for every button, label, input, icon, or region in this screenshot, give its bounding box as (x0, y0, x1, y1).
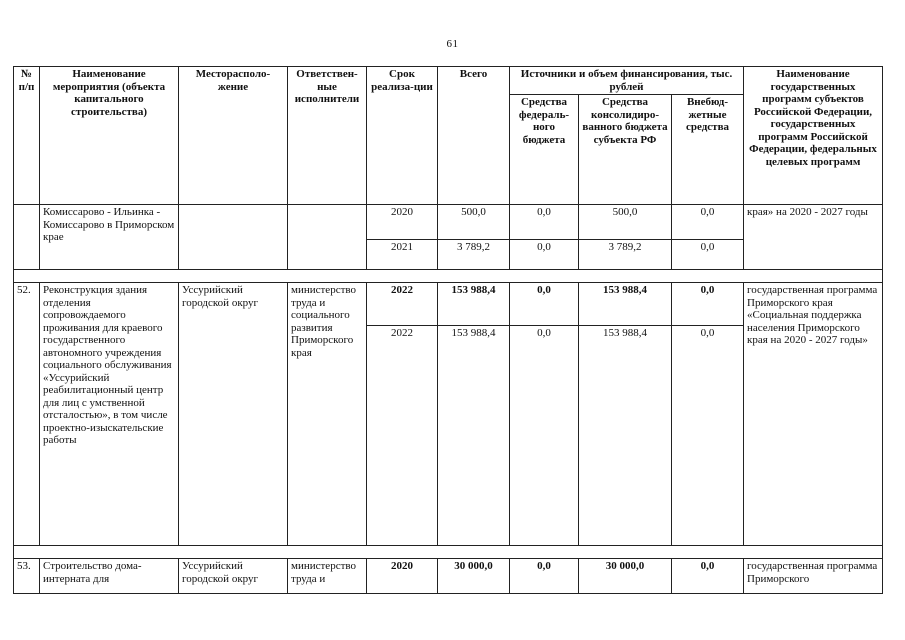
table-gap (14, 270, 883, 283)
row52-regional-summary: 153 988,4 (579, 283, 672, 326)
header-name: Наименование мероприятия (объекта капитального строительства) (40, 67, 179, 205)
row52-year-detail: 2022 (367, 326, 438, 546)
row52-federal-detail: 0,0 (510, 326, 579, 546)
financing-table (13, 66, 883, 594)
cont-total-2: 3 789,2 (438, 240, 510, 270)
row53-num: 53. (14, 559, 40, 594)
row52-regional-detail: 153 988,4 (579, 326, 672, 546)
row52-extra-summary: 0,0 (672, 283, 744, 326)
header-regional: Средства консолидиро-ванного бюджета субъекта РФ (579, 95, 672, 205)
table-row (14, 283, 883, 326)
cont-year-1: 2020 (367, 205, 438, 240)
cont-year-2: 2021 (367, 240, 438, 270)
row53-regional-summary: 30 000,0 (579, 559, 672, 594)
cont-executor (288, 205, 367, 270)
row52-extra-detail: 0,0 (672, 326, 744, 546)
row52-num: 52. (14, 283, 40, 546)
header-total: Всего (438, 67, 510, 205)
table-gap (14, 546, 883, 559)
cont-extra-2: 0,0 (672, 240, 744, 270)
row52-total-detail: 153 988,4 (438, 326, 510, 546)
header-term: Срок реализа-ции (367, 67, 438, 205)
row53-program: государственная программа Приморского (744, 559, 883, 594)
row52-federal-summary: 0,0 (510, 283, 579, 326)
page-number: 61 (446, 38, 459, 50)
cont-program: края» на 2020 - 2027 годы (744, 205, 883, 270)
row53-location: Уссурийский городской округ (179, 559, 288, 594)
table-row (14, 205, 883, 240)
cont-num-cell (14, 205, 40, 270)
cont-name: Комиссарово - Ильинка - Комиссарово в Приморском крае (40, 205, 179, 270)
row53-executor: министерство труда и (288, 559, 367, 594)
header-location: Месторасполо-жение (179, 67, 288, 205)
row53-name: Строительство дома-интерната для (40, 559, 179, 594)
row52-location: Уссурийский городской округ (179, 283, 288, 546)
header-federal: Средства федераль-ного бюджета (510, 95, 579, 205)
row52-total-summary: 153 988,4 (438, 283, 510, 326)
header-sources: Источники и объем финансирования, тыс. рублей (510, 67, 744, 95)
row52-program: государственная программа Приморского края «Социальная поддержка населения Приморского края на 2020 - 2027 годы» (744, 283, 883, 546)
row52-executor: министерство труда и социального развития Приморского края (288, 283, 367, 546)
cont-federal-1: 0,0 (510, 205, 579, 240)
cont-regional-1: 500,0 (579, 205, 672, 240)
cont-extra-1: 0,0 (672, 205, 744, 240)
table-row (14, 559, 883, 594)
header-programs: Наименование государственных программ субъектов Российской Федерации, государственных программ Российской Федерации, федеральных целевых программ (744, 67, 883, 205)
cont-federal-2: 0,0 (510, 240, 579, 270)
row53-extra-summary: 0,0 (672, 559, 744, 594)
cont-location (179, 205, 288, 270)
header-extra: Внебюд-жетные средства (672, 95, 744, 205)
cont-total-1: 500,0 (438, 205, 510, 240)
row53-year-summary: 2020 (367, 559, 438, 594)
row52-name: Реконструкция здания отделения сопровождаемого проживания для краевого государственного автономного учреждения социального обслуживания «Уссурийский реабилитационный центр для лиц с умственной отсталостью», в том числе проектно-изыскательские работы (40, 283, 179, 546)
row52-year-summary: 2022 (367, 283, 438, 326)
header-executors: Ответствен-ные исполнители (288, 67, 367, 205)
header-num: № п/п (14, 67, 40, 205)
row53-total-summary: 30 000,0 (438, 559, 510, 594)
row53-federal-summary: 0,0 (510, 559, 579, 594)
cont-regional-2: 3 789,2 (579, 240, 672, 270)
header-row-1 (14, 67, 883, 95)
